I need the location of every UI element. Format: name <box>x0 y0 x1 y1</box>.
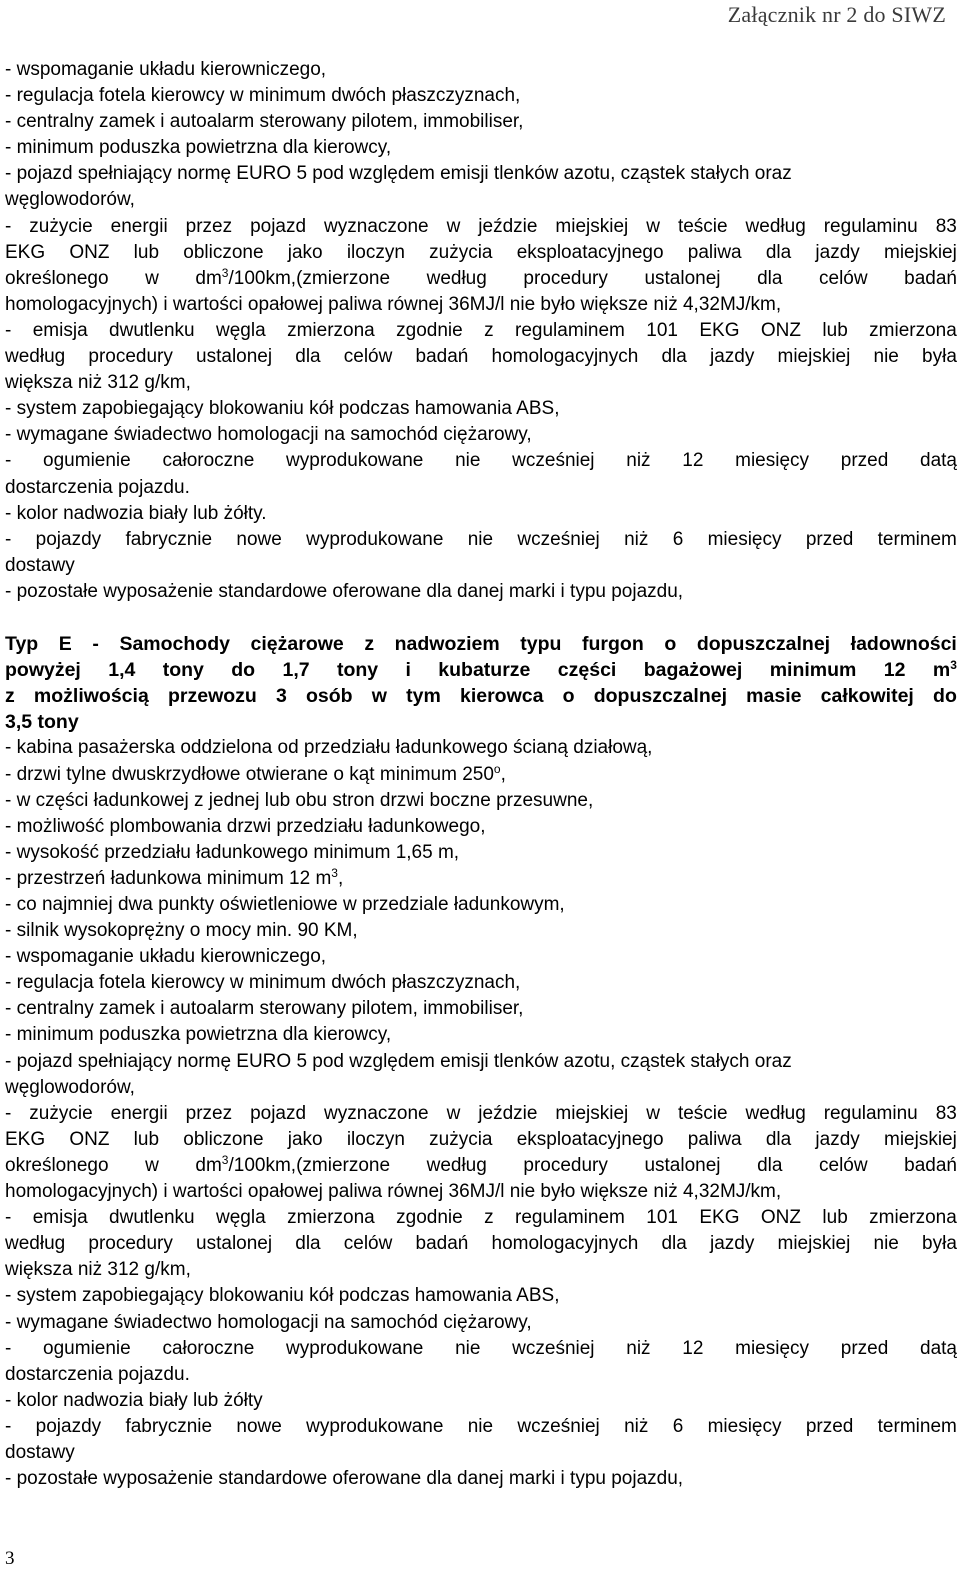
word: emisja <box>32 319 88 341</box>
word: według <box>426 1154 487 1176</box>
word: wyznaczone <box>324 215 429 237</box>
superscript: 3 <box>950 658 957 673</box>
word: procedury <box>523 1154 608 1176</box>
word: lub <box>133 1128 160 1150</box>
word: jako <box>287 241 323 263</box>
word: i <box>405 659 411 682</box>
list-item: - możliwość plombowania drzwi przedziału ładunkowego, <box>5 815 486 837</box>
word: paliwa <box>687 1128 742 1150</box>
word: badań <box>415 1233 469 1255</box>
superscript: 3 <box>221 265 229 280</box>
word: części <box>557 659 617 682</box>
word: E <box>58 633 72 656</box>
word: jako <box>287 1128 323 1150</box>
word: procedury <box>88 1233 173 1255</box>
word: lub <box>822 319 848 341</box>
word: wcześniej <box>517 1415 600 1437</box>
word: jeździe <box>478 215 538 237</box>
word: jazdy <box>709 1233 755 1255</box>
word: tony <box>162 659 204 682</box>
list-item: - minimum poduszka powietrzna dla kierowcy, <box>5 1024 392 1046</box>
word: dla <box>757 1154 783 1176</box>
text-run: - drzwi tylne dwuskrzydłowe otwierane o kąt minimum 250 <box>5 763 494 785</box>
list-item: - wspomaganie układu kierowniczego, <box>5 946 327 968</box>
list-item: - silnik wysokoprężny o mocy min. 90 KM, <box>5 920 358 942</box>
word: EKG <box>699 319 740 341</box>
word: z <box>5 685 15 708</box>
word: dla <box>765 1128 792 1150</box>
word: ładowności <box>850 633 957 656</box>
word: z <box>364 633 375 656</box>
word: miejskiej <box>555 1102 629 1124</box>
word: ogumienie <box>43 1337 131 1359</box>
list-item: - wymagane świadectwo homologacji na samochód ciężarowy, <box>5 1311 532 1333</box>
list-item: - minimum poduszka powietrzna dla kierowcy, <box>5 137 392 159</box>
word: procedury <box>88 346 173 368</box>
word: całoroczne <box>162 450 255 472</box>
word: w <box>646 1102 660 1124</box>
word: kierowca <box>459 685 544 708</box>
list-item: dostarczenia pojazdu. <box>5 1363 190 1385</box>
word: - <box>92 633 99 656</box>
word: iloczyn <box>346 1128 405 1150</box>
word: niż <box>624 1415 649 1437</box>
word: według <box>745 215 806 237</box>
word: Typ <box>5 633 39 656</box>
list-item <box>5 762 957 788</box>
list-item <box>5 266 957 292</box>
word: w <box>371 685 387 708</box>
word: minimum <box>769 659 857 682</box>
word: dopuszczalnej <box>593 685 727 708</box>
word: dla <box>295 346 321 368</box>
word: pojazdy <box>35 528 102 550</box>
word: miejskiej <box>555 215 629 237</box>
list-item: - kabina pasażerska oddzielona od przedziału ładunkowego ścianą działową, <box>5 737 653 759</box>
list-item: - regulacja fotela kierowcy w minimum dwóch płaszczyznach, <box>5 85 521 107</box>
word: jazdy <box>709 346 755 368</box>
word: procedury <box>523 267 608 289</box>
word: powyżej <box>5 659 81 682</box>
word: zużycie <box>29 215 93 237</box>
word: niż <box>624 528 649 550</box>
word: terminem <box>877 528 957 550</box>
word: badań <box>904 267 957 289</box>
word: przez <box>185 1102 233 1124</box>
list-item: większa niż 312 g/km, <box>5 1259 191 1281</box>
word: według <box>5 1233 66 1255</box>
word: wyprodukowane <box>286 450 424 472</box>
heading-line <box>5 683 957 709</box>
list-item: dostarczenia pojazdu. <box>5 476 190 498</box>
word: niż <box>626 450 651 472</box>
list-item <box>5 448 957 474</box>
word: zmierzona <box>287 1207 375 1229</box>
word: - <box>5 1207 12 1229</box>
word: zmierzona <box>869 1207 957 1229</box>
word: kubaturze <box>438 659 531 682</box>
list-item: - centralny zamek i autoalarm sterowany pilotem, immobiliser, <box>5 998 524 1020</box>
word: 12 <box>883 659 906 682</box>
word: lub <box>822 1207 848 1229</box>
word: 101 <box>646 319 678 341</box>
list-item: - pozostałe wyposażenie standardowe oferowane dla danej marki i typu pojazdu, <box>5 580 684 602</box>
word: regulaminu <box>823 1102 918 1124</box>
word: przed <box>805 528 854 550</box>
word: w <box>646 215 660 237</box>
word: bagażowej <box>643 659 743 682</box>
superscript: 3 <box>331 865 338 880</box>
word: do <box>933 685 957 708</box>
word: przewozu <box>167 685 257 708</box>
word: zużycia <box>429 1128 493 1150</box>
word: według <box>745 1102 806 1124</box>
word: celów <box>343 346 393 368</box>
word: niż <box>626 1337 651 1359</box>
list-item <box>5 1336 957 1362</box>
list-item <box>5 1414 957 1440</box>
word: ciężarowe <box>250 633 344 656</box>
word: dla <box>661 1233 687 1255</box>
word: pojazd <box>250 215 307 237</box>
word: celów <box>343 1233 393 1255</box>
word: datą <box>920 450 957 472</box>
word: paliwa <box>687 241 742 263</box>
word: o <box>664 633 677 656</box>
word: dwutlenku <box>109 319 195 341</box>
word: miejskiej <box>777 346 851 368</box>
word: przed <box>840 450 889 472</box>
word: węgla <box>216 319 266 341</box>
word: EKG <box>699 1207 740 1229</box>
list-item: homologacyjnych) i wartości opałowej paliwa równej 36MJ/l nie było większe niż 4,32MJ/km, <box>5 293 782 315</box>
list-item <box>5 318 957 344</box>
word: 101 <box>646 1207 678 1229</box>
word: emisja <box>32 1207 88 1229</box>
word: 1,4 <box>108 659 136 682</box>
word: iloczyn <box>346 241 405 263</box>
list-item: - wysokość przedziału ładunkowego minimum 1,65 m, <box>5 841 460 863</box>
word: nie <box>873 346 899 368</box>
word: homologacyjnych <box>491 346 639 368</box>
word: ustalonej <box>196 346 273 368</box>
list-item: dostawy <box>5 1441 75 1463</box>
word: 12 <box>682 1337 704 1359</box>
word: masie <box>746 685 802 708</box>
word: 6 <box>672 1415 684 1437</box>
word: teście <box>677 215 728 237</box>
list-item: - pojazd spełniający normę EURO 5 pod względem emisji tlenków azotu, cząstek stałych oraz <box>5 1050 792 1072</box>
list-item: - kolor nadwozia biały lub żółty <box>5 1389 263 1411</box>
word: furgon <box>582 633 644 656</box>
list-item <box>5 527 957 553</box>
word: miesięcy <box>707 1415 782 1437</box>
list-item: - system zapobiegający blokowaniu kół podczas hamowania ABS, <box>5 398 560 420</box>
word: pojazdy <box>35 1415 102 1437</box>
word: miejskiej <box>884 1128 957 1150</box>
word: - <box>5 1337 12 1359</box>
word: nie <box>873 1233 899 1255</box>
superscript: 3 <box>221 1152 229 1167</box>
list-item: węglowodorów, <box>5 1076 135 1098</box>
word: tym <box>406 685 441 708</box>
annex-header: Załącznik nr 2 do SIWZ <box>727 2 946 27</box>
word: energii <box>110 215 168 237</box>
word: badań <box>415 346 469 368</box>
text-run: , <box>500 763 506 785</box>
word: celów <box>819 267 868 289</box>
word: dla <box>295 1233 321 1255</box>
word: o <box>562 685 575 708</box>
word: miesięcy <box>735 1337 810 1359</box>
list-item: - co najmniej dwa punkty oświetleniowe w przedziale ładunkowym, <box>5 894 565 915</box>
word: z <box>484 319 494 341</box>
word: przez <box>185 215 233 237</box>
word: obliczone <box>183 1128 264 1150</box>
word: fabrycznie <box>125 1415 213 1437</box>
word: zużycie <box>29 1102 93 1124</box>
heading-line <box>5 657 957 683</box>
word: według <box>5 346 66 368</box>
word: EKG <box>5 241 46 263</box>
section-heading-typ-e <box>5 631 957 735</box>
word: - <box>5 1415 12 1437</box>
word: zużycia <box>429 241 493 263</box>
word: dwutlenku <box>109 1207 195 1229</box>
word: w <box>145 1154 159 1176</box>
word: ogumienie <box>43 450 131 472</box>
list-item: - wymagane świadectwo homologacji na samochód ciężarowy, <box>5 424 532 446</box>
word: homologacyjnych <box>491 1233 639 1255</box>
word: określonego <box>5 267 109 289</box>
word: obliczone <box>183 241 264 263</box>
word: nowe <box>236 1415 282 1437</box>
word: ONZ <box>69 1128 110 1150</box>
word: ustalonej <box>196 1233 273 1255</box>
list-item: - system zapobiegający blokowaniu kół podczas hamowania ABS, <box>5 1285 560 1307</box>
word: - <box>5 1102 12 1124</box>
list-item <box>5 1205 957 1231</box>
list-item: - pozostałe wyposażenie standardowe oferowane dla danej marki i typu pojazdu, <box>5 1468 684 1490</box>
word: dla <box>757 267 783 289</box>
spacer <box>5 605 957 631</box>
word: regulaminu <box>823 215 918 237</box>
word: w <box>446 1102 461 1124</box>
word: nie <box>455 450 481 472</box>
word: teście <box>677 1102 728 1124</box>
word: wcześniej <box>512 450 595 472</box>
word: - <box>5 450 12 472</box>
word: jeździe <box>478 1102 538 1124</box>
word: dla <box>765 241 792 263</box>
word: zgodnie <box>396 1207 463 1229</box>
word: celów <box>819 1154 868 1176</box>
word: eksploatacyjnego <box>516 1128 664 1150</box>
word: tony <box>336 659 379 682</box>
word: zgodnie <box>396 319 463 341</box>
word: węgla <box>216 1207 266 1229</box>
word: wyprodukowane <box>306 1415 444 1437</box>
word: ONZ <box>760 1207 801 1229</box>
list-item: homologacyjnych) i wartości opałowej paliwa równej 36MJ/l nie było większe niż 4,32MJ/km, <box>5 1181 782 1203</box>
word: ONZ <box>69 241 110 263</box>
text-run: - przestrzeń ładunkowa minimum 12 m <box>5 867 332 889</box>
word: ustalonej <box>644 1154 721 1176</box>
word: według <box>426 267 487 289</box>
list-item <box>5 1101 957 1127</box>
word: eksploatacyjnego <box>516 241 664 263</box>
list-item: większa niż 312 g/km, <box>5 372 191 394</box>
word: miejskiej <box>777 1233 851 1255</box>
list-item: - wspomaganie układu kierowniczego, <box>5 59 327 80</box>
word: zmierzona <box>869 319 957 341</box>
word: całoroczne <box>162 1337 255 1359</box>
word: przed <box>840 1337 889 1359</box>
list-item: - pojazd spełniający normę EURO 5 pod względem emisji tlenków azotu, cząstek stałych oraz <box>5 163 792 185</box>
word: ONZ <box>760 319 801 341</box>
word: z <box>484 1207 494 1229</box>
word: wyznaczone <box>324 1102 429 1124</box>
list-item <box>5 1127 957 1153</box>
word: wyprodukowane <box>306 528 444 550</box>
word: badań <box>904 1154 957 1176</box>
list-item <box>5 1153 957 1179</box>
word: Samochody <box>119 633 230 656</box>
word: terminem <box>877 1415 957 1437</box>
word: EKG <box>5 1128 46 1150</box>
word: osób <box>306 685 353 708</box>
word: 83 <box>935 1102 957 1124</box>
word: lub <box>133 241 160 263</box>
word: wcześniej <box>517 528 600 550</box>
word: - <box>5 528 12 550</box>
word: - <box>5 215 12 237</box>
word: - <box>5 319 12 341</box>
word: pojazd <box>250 1102 307 1124</box>
heading-line <box>5 631 957 657</box>
word: dopuszczalnej <box>696 633 831 656</box>
word: ustalonej <box>644 267 721 289</box>
word: do <box>231 659 256 682</box>
word: w <box>145 267 159 289</box>
list-item <box>5 866 957 892</box>
word: energii <box>110 1102 168 1124</box>
word: w <box>446 215 461 237</box>
page-number: 3 <box>5 1548 15 1569</box>
word: fabrycznie <box>125 528 213 550</box>
word: nie <box>455 1337 481 1359</box>
list-item <box>5 240 957 266</box>
word: możliwością <box>33 685 149 708</box>
word: jazdy <box>815 1128 860 1150</box>
word: zmierzona <box>287 319 375 341</box>
word: wyprodukowane <box>286 1337 424 1359</box>
word: regulaminem <box>515 1207 625 1229</box>
word: 6 <box>672 528 684 550</box>
word: jazdy <box>815 241 860 263</box>
word: całkowitej <box>820 685 914 708</box>
word: $dm^3/100km,(zmierzone$ <box>195 1152 391 1176</box>
list-item <box>5 1231 957 1257</box>
word: nie <box>467 528 494 550</box>
word: była <box>922 1233 957 1255</box>
word: przed <box>805 1415 854 1437</box>
list-item: - kolor nadwozia biały lub żółty. <box>5 502 267 524</box>
word: miesięcy <box>707 528 782 550</box>
text-run: , <box>337 867 344 889</box>
word: dla <box>661 346 687 368</box>
word: wcześniej <box>512 1337 595 1359</box>
word: $m^3$ <box>932 658 957 682</box>
word: nie <box>467 1415 494 1437</box>
word: regulaminem <box>515 319 625 341</box>
word: 3 <box>275 685 287 708</box>
list-item: dostawy <box>5 554 75 576</box>
requirements-list-1 <box>5 57 957 605</box>
word: 12 <box>682 450 704 472</box>
word: datą <box>920 1337 957 1359</box>
list-item: węglowodorów, <box>5 189 135 211</box>
heading-line: 3,5 tony <box>5 711 79 734</box>
word: $dm^3/100km,(zmierzone$ <box>195 265 391 289</box>
word: nowe <box>236 528 282 550</box>
word: miejskiej <box>884 241 957 263</box>
list-item: - centralny zamek i autoalarm sterowany pilotem, immobiliser, <box>5 111 524 133</box>
list-item: - w części ładunkowej z jednej lub obu stron drzwi boczne przesuwne, <box>5 789 594 811</box>
list-item <box>5 344 957 370</box>
word: nadwoziem <box>394 633 500 656</box>
word: miesięcy <box>735 450 810 472</box>
word: określonego <box>5 1154 109 1176</box>
superscript: o <box>493 761 501 776</box>
word: typu <box>520 633 562 656</box>
list-item: - regulacja fotela kierowcy w minimum dwóch płaszczyznach, <box>5 972 521 994</box>
requirements-list-2 <box>5 735 957 1492</box>
list-item <box>5 214 957 240</box>
word: 83 <box>935 215 957 237</box>
document-body <box>5 57 957 1492</box>
word: 1,7 <box>282 659 310 682</box>
word: była <box>922 346 957 368</box>
